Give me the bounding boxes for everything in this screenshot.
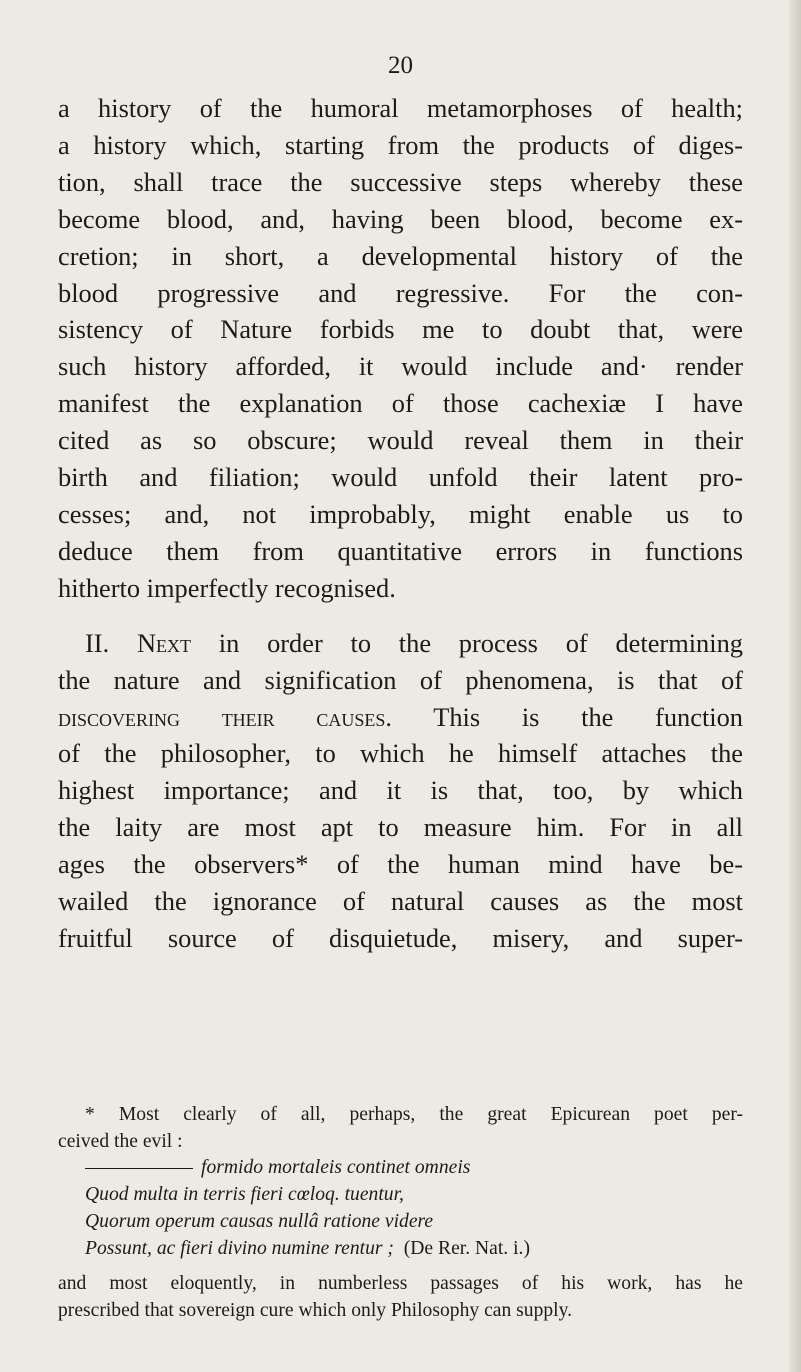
footnote-poem <box>58 1155 743 1262</box>
text-line: deduce them from quantitative errors in functions <box>58 535 743 566</box>
text-line: of the philosopher, to which he himself attaches the <box>58 738 743 769</box>
page-number: 20 <box>388 52 413 79</box>
em-rule <box>85 1168 193 1169</box>
poem-line <box>85 1236 743 1263</box>
text-line: manifest the explanation of those cachexiæ I have <box>58 388 743 419</box>
poem-line <box>85 1155 743 1182</box>
footnote-line: * Most clearly of all, perhaps, the great Epicurean poet per- <box>85 1104 743 1125</box>
section-numeral: II. <box>85 627 110 658</box>
text-line: sistency of Nature forbids me to doubt that, were <box>58 314 743 345</box>
text-line: tion, shall trace the successive steps whereby these <box>58 166 743 197</box>
text-span: in order to the process of determining <box>218 627 743 658</box>
text-line: ages the observers* of the human mind have be- <box>58 849 743 880</box>
text-line: blood progressive and regressive. For the con- <box>58 277 743 308</box>
text-line: fruitful source of disquietude, misery, and super- <box>58 922 743 953</box>
text-line: wailed the ignorance of natural causes as the most <box>58 886 743 917</box>
small-caps-phrase: discovering their causes. <box>58 701 392 732</box>
text-line: become blood, and, having been blood, become ex- <box>58 203 743 234</box>
text-line: the laity are most apt to measure him. For in all <box>58 812 743 843</box>
poem-text: Possunt, ac fieri divino numine rentur ; <box>85 1237 394 1259</box>
text-line: hitherto imperfectly recognised. <box>58 572 396 603</box>
paragraph-gap <box>58 607 743 625</box>
footnote-gap <box>58 1262 743 1271</box>
text-line: such history afforded, it would include and· render <box>58 351 743 382</box>
footnote-line: and most eloquently, in numberless passages of his work, has he <box>58 1273 743 1295</box>
text-line: cited as so obscure; would reveal them in their <box>58 425 743 456</box>
main-text <box>58 90 743 957</box>
text-line: highest importance; and it is that, too, by which <box>58 775 743 806</box>
footnote-line: ceived the evil : <box>58 1130 183 1152</box>
page-edge-shadow <box>789 0 801 1372</box>
footnote <box>58 1102 743 1325</box>
text-line: a history of the humoral metamorphoses of health; <box>58 93 743 123</box>
text-line <box>58 699 743 736</box>
text-line: birth and filiation; would unfold their latent pro- <box>58 462 743 493</box>
text-line: a history which, starting from the products of diges- <box>58 129 743 160</box>
text-line: cesses; and, not improbably, might enable us to <box>58 498 743 529</box>
text-span: This is the function <box>433 701 743 732</box>
poem-line: Quorum operum causas nullâ ratione videre <box>85 1210 434 1232</box>
text-line: cretion; in short, a developmental history of the <box>58 240 743 271</box>
text-line: the nature and signification of phenomena, is that of <box>58 664 743 695</box>
poem-line: Quod multa in terris fieri cœloq. tuentur, <box>85 1184 404 1206</box>
footnote-line: prescribed that sovereign cure which only Philosophy can supply. <box>58 1299 573 1321</box>
section-heading-line <box>58 625 743 662</box>
citation: (De Rer. Nat. i.) <box>403 1237 530 1259</box>
poem-text: formido mortaleis continet omneis <box>201 1157 471 1179</box>
section-lead-word: Next <box>136 627 192 658</box>
